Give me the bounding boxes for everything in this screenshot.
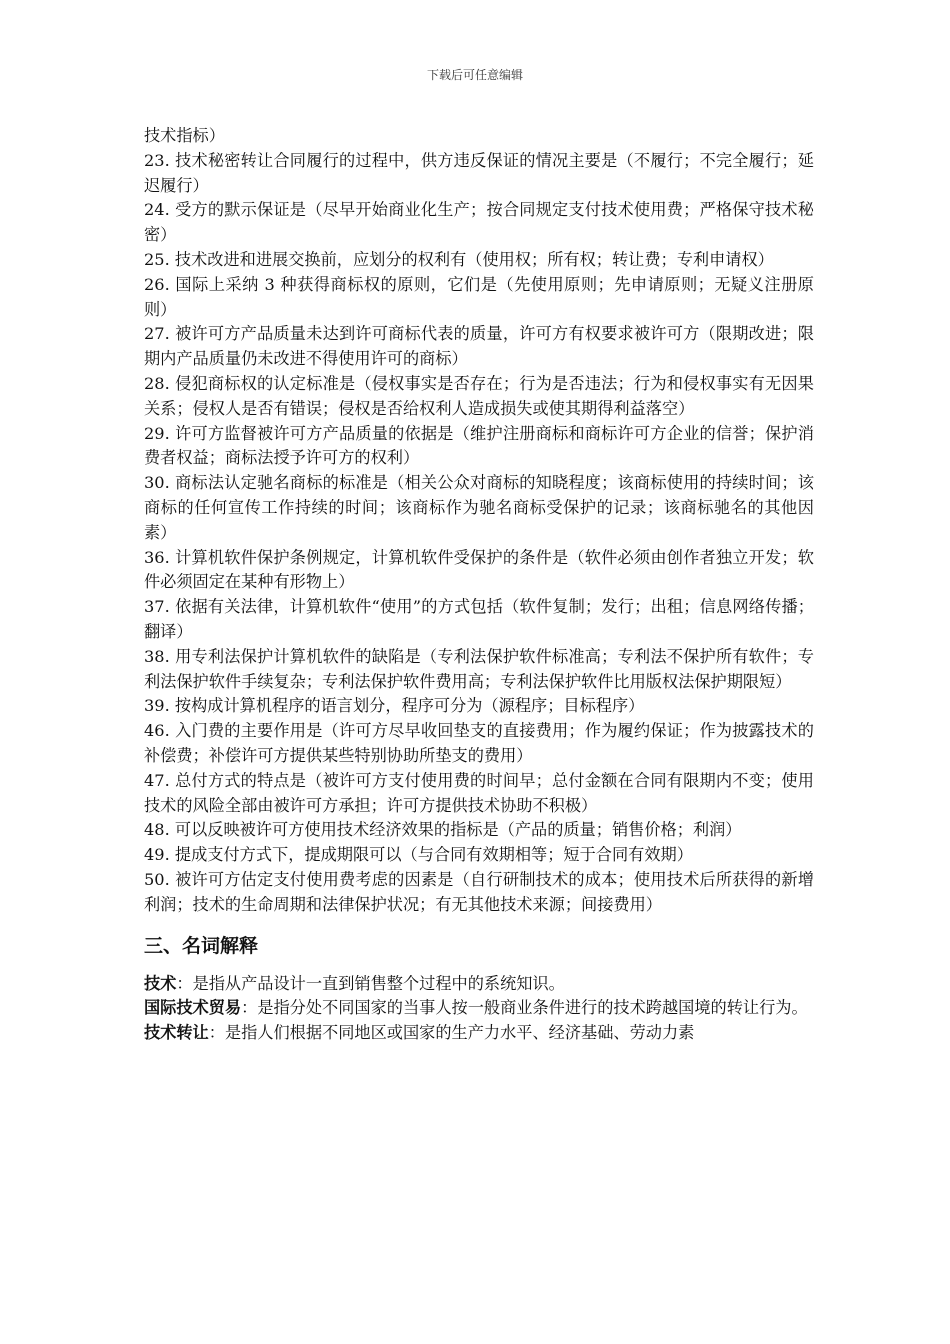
header-note: 下载后可任意编辑: [426, 68, 523, 82]
definition-text: 是指分处不同国家的当事人按一般商业条件进行的技术跨越国境的转让行为。: [257, 998, 808, 1018]
definition-text: 是指从产品设计一直到销售整个过程中的系统知识。: [192, 973, 565, 993]
list-item: 49. 提成支付方式下，提成期限可以（与合同有效期相等；短于合同有效期）: [144, 845, 693, 865]
list-item: 30. 商标法认定驰名商标的标准是（相关公众对商标的知晓程度；该商标使用的持续时间；该商标的任何宣传工作持续的时间；该商标作为驰名商标受保护的记录；该商标驰名的其他因素）: [144, 473, 814, 542]
definition-term: 技术转让: [144, 1023, 209, 1043]
list-item: 37. 依据有关法律，计算机软件“使用”的方式包括（软件复制；发行；出租；信息网络传播；翻译）: [144, 597, 814, 641]
definition-item: [144, 1021, 814, 1046]
definition-separator: ：: [208, 1023, 225, 1043]
list-item: 46. 入门费的主要作用是（许可方尽早收回垫支的直接费用；作为履约保证；作为披露技术的补偿费；补偿许可方提供某些特别协助所垫支的费用）: [144, 721, 814, 765]
list-item: 技术指标）: [144, 126, 225, 145]
list-item: 23. 技术秘密转让合同履行的过程中，供方违反保证的情况主要是（不履行；不完全履行；延迟履行）: [144, 150, 814, 195]
definition-separator: ：: [241, 998, 258, 1018]
definition-text: 是指人们根据不同地区或国家的生产力水平、经济基础、劳动力素: [224, 1023, 695, 1043]
list-item: 39. 按构成计算机程序的语言划分，程序可分为（源程序；目标程序）: [144, 696, 645, 716]
list-item: 50. 被许可方估定支付使用费考虑的因素是（自行研制技术的成本；使用技术后所获得的新增利润；技术的生命周期和法律保护状况；有无其他技术来源；间接费用）: [144, 869, 814, 914]
list-item: 29. 许可方监督被许可方产品质量的依据是（维护注册商标和商标许可方企业的信誉；保护消费者权益；商标法授予许可方的权利）: [144, 423, 814, 468]
list-item: 26. 国际上采纳 3 种获得商标权的原则，它们是（先使用原则；先申请原则；无疑义注册原则）: [144, 274, 814, 319]
list-item: 48. 可以反映被许可方使用技术经济效果的指标是（产品的质量；销售价格；利润）: [144, 820, 742, 840]
list-item: 25. 技术改进和进展交换前，应划分的权利有（使用权；所有权；转让费；专利申请权）: [144, 249, 774, 269]
definition-separator: ：: [176, 973, 193, 993]
definition-item: [144, 996, 814, 1021]
list-item: 47. 总付方式的特点是（被许可方支付使用费的时间早；总付金额在合同有限期内不变；使用技术的风险全部由被许可方承担；许可方提供技术协助不积极）: [144, 770, 814, 815]
definition-term: 技术: [144, 973, 177, 993]
list-item: 24. 受方的默示保证是（尽早开始商业化生产；按合同规定支付技术使用费；严格保守技术秘密）: [144, 200, 814, 245]
document-body: [144, 124, 814, 1046]
list-item: 28. 侵犯商标权的认定标准是（侵权事实是否存在；行为是否违法；行为和侵权事实有无因果关系；侵权人是否有错误；侵权是否给权利人造成损失或使其期得利益落空）: [144, 373, 814, 418]
list-item: 38. 用专利法保护计算机软件的缺陷是（专利法保护软件标准高；专利法不保护所有软件；专利法保护软件手续复杂；专利法保护软件费用高；专利法保护软件比用版权法保护期限短）: [144, 646, 814, 691]
section-heading: 三、名词解释: [144, 934, 259, 957]
definition-term: 国际技术贸易: [144, 998, 242, 1018]
list-item: 36. 计算机软件保护条例规定，计算机软件受保护的条件是（软件必须由创作者独立开发；软件必须固定在某种有形物上）: [144, 547, 814, 592]
definition-item: [144, 972, 814, 997]
list-item: 27. 被许可方产品质量未达到许可商标代表的质量，许可方有权要求被许可方（限期改进；限期内产品质量仍未改进不得使用许可的商标）: [144, 324, 814, 369]
